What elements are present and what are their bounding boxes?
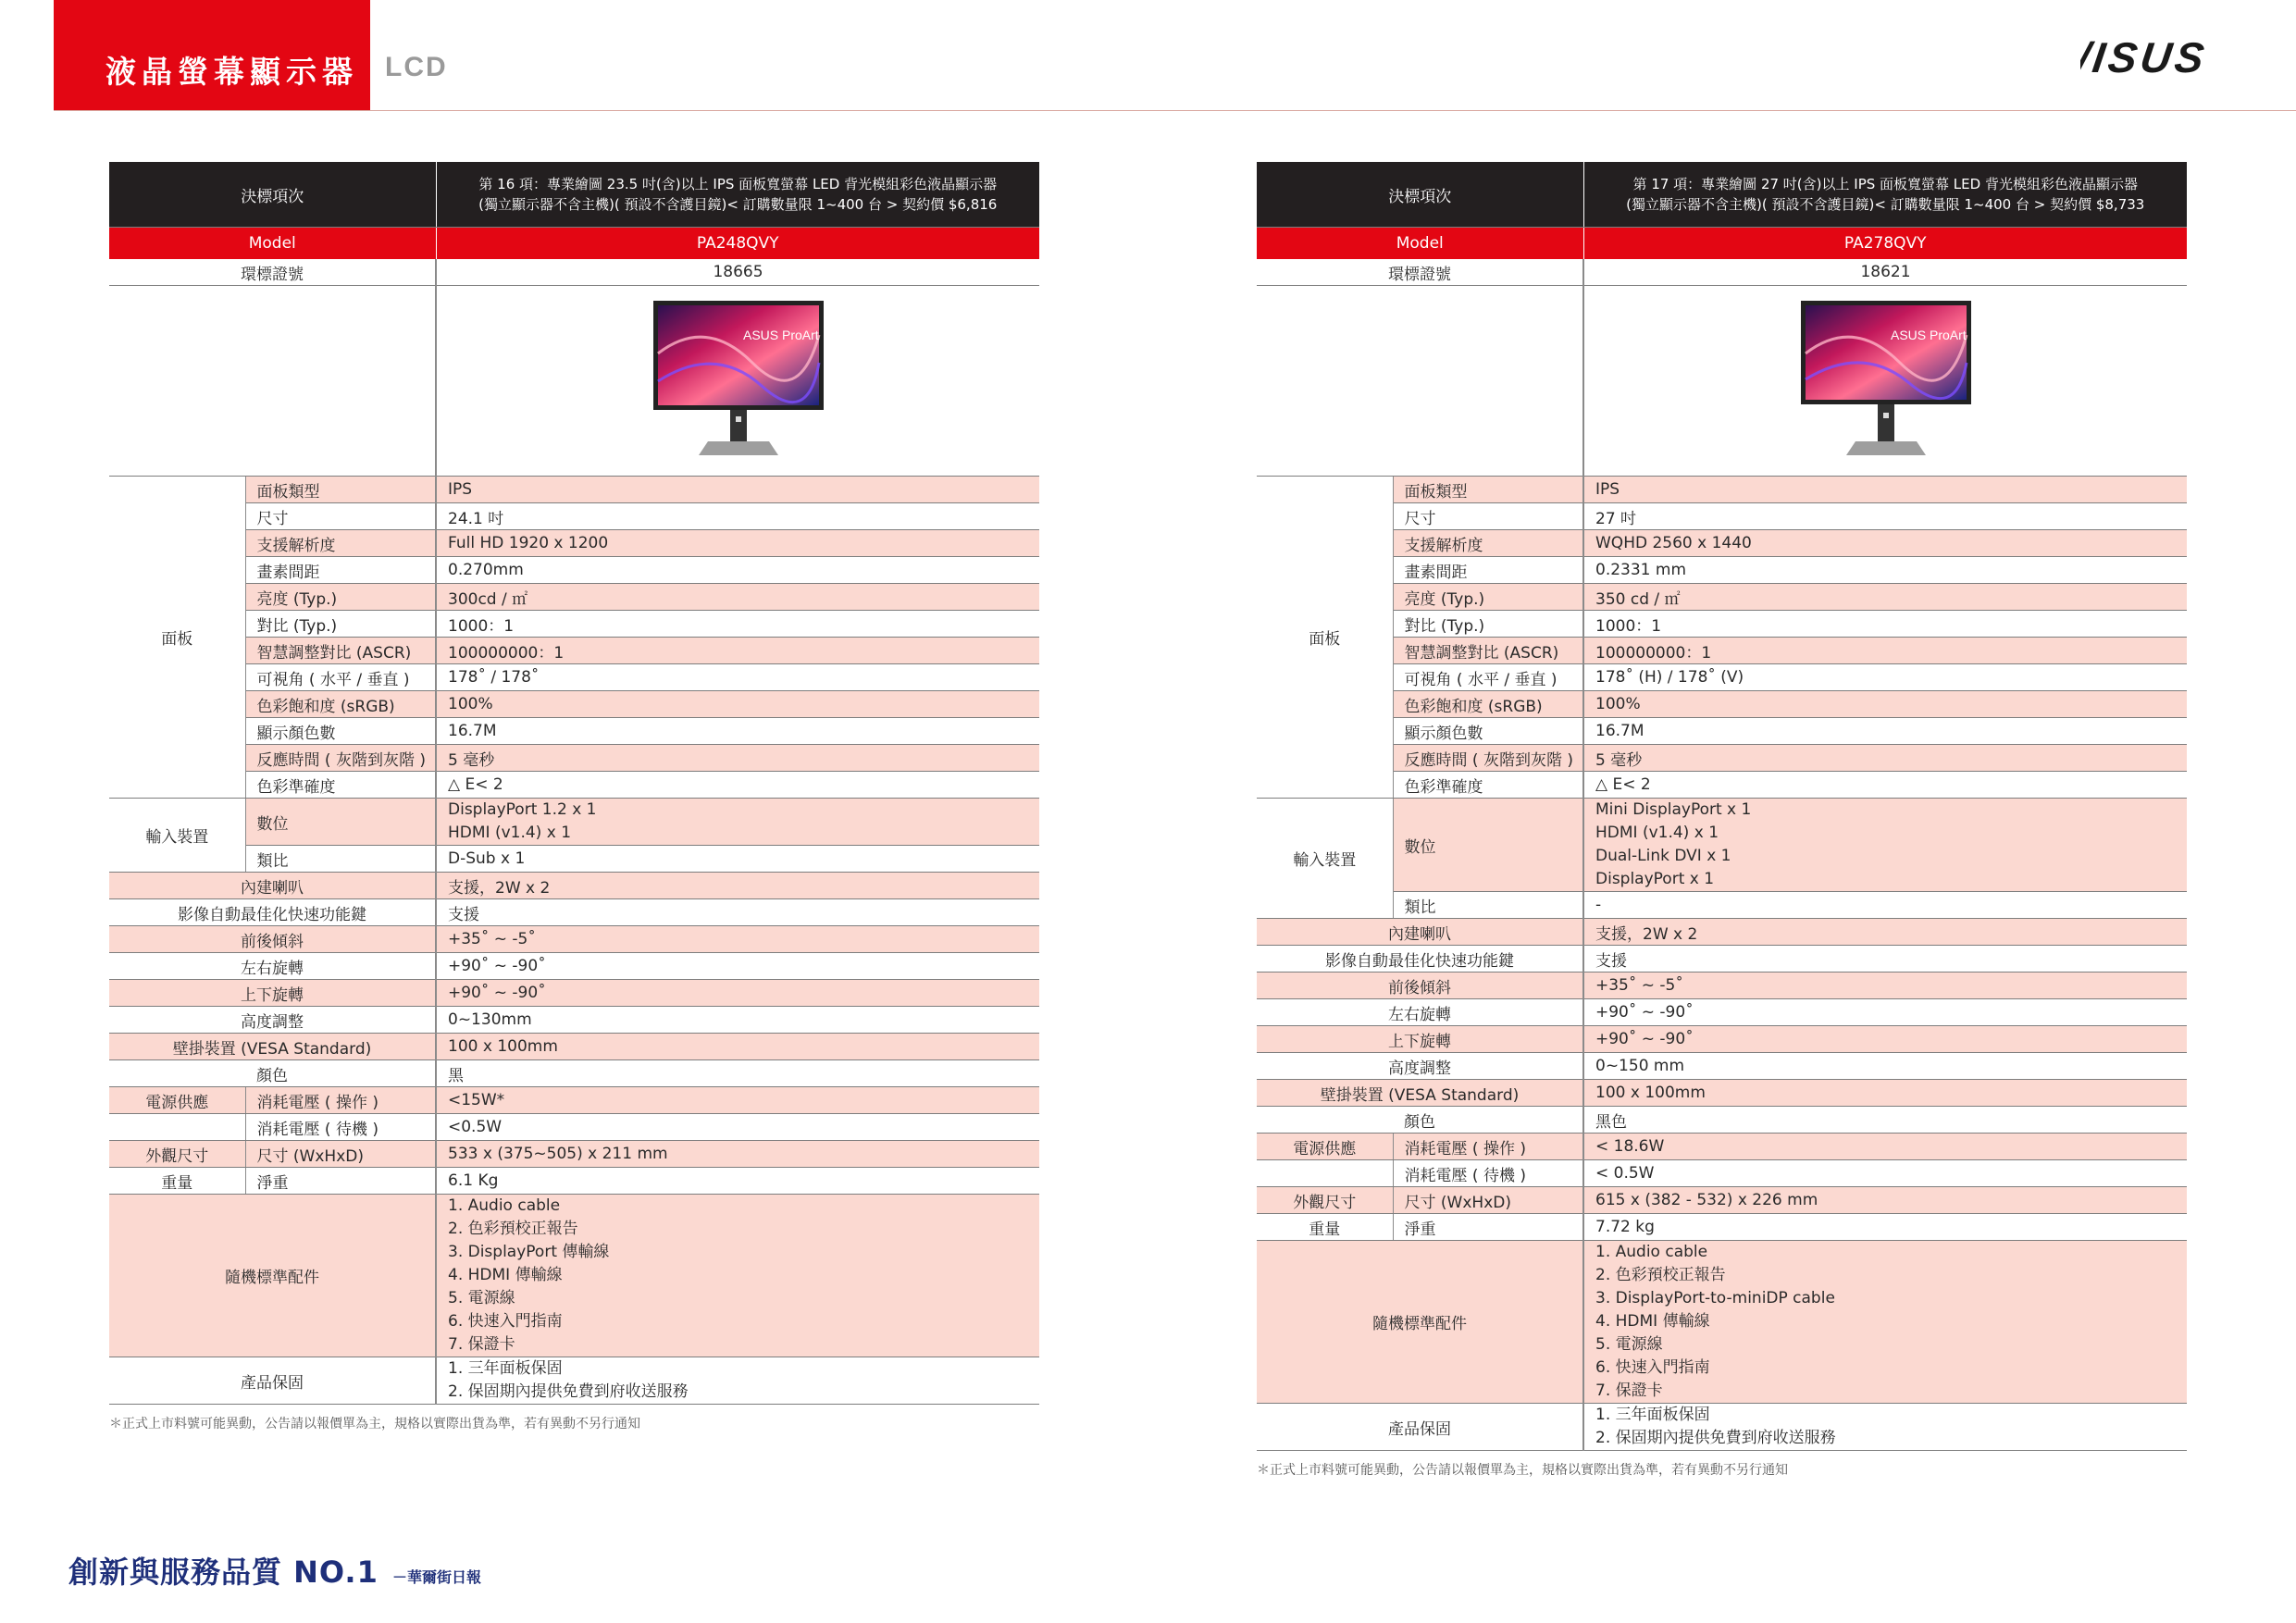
row-label: 亮度 (Typ.): [245, 584, 436, 611]
row-value: D-Sub x 1: [436, 846, 1039, 873]
warranty-label: 產品保固: [109, 1357, 436, 1405]
table-row: [109, 1357, 1039, 1405]
footer: [68, 1549, 481, 1592]
footnote: ＊正式上市料號可能異動，公告請以報價單為主，規格以實際出貨為準，若有異動不另行通知: [109, 1417, 640, 1431]
row-value: 100%: [436, 691, 1039, 718]
group-label-dimensions: 外觀尺寸: [109, 1141, 245, 1168]
table-row: [1257, 530, 2187, 557]
list-item: 4. HDMI 傳輸線: [448, 1266, 563, 1284]
footer-slogan: 創新與服務品質 NO.1: [68, 1555, 379, 1590]
bid-item-line1: 第 16 項：專業繪圖 23.5 吋(含)以上 IPS 面板寬螢幕 LED 背光模組彩色液晶顯示器: [478, 176, 998, 192]
table-row: [1257, 1053, 2187, 1080]
row-label: 智慧調整對比 (ASCR): [245, 638, 436, 664]
product-image: [1583, 286, 2187, 477]
monitor-brand-text: ASUS ProArt: [1890, 327, 1967, 342]
row-value: WQHD 2560 x 1440: [1583, 530, 2187, 557]
eco-label: 環標證號: [1257, 259, 1583, 286]
table-row: [109, 980, 1039, 1007]
accessories-list: [436, 1195, 1039, 1357]
table-row: [109, 584, 1039, 611]
row-value: 533 x (375~505) x 211 mm: [436, 1141, 1039, 1168]
row-label: 支援解析度: [1393, 530, 1583, 557]
table-row: [1257, 503, 2187, 530]
eco-label: 環標證號: [109, 259, 436, 286]
row-label: 內建喇叭: [1257, 919, 1583, 946]
row-label: 顯示顏色數: [245, 718, 436, 745]
table-row: [1257, 999, 2187, 1026]
table-row: [1257, 691, 2187, 718]
row-label: 尺寸: [245, 503, 436, 530]
eco-value: 18621: [1583, 259, 2187, 286]
spec-table-right: [1257, 162, 2187, 1451]
table-row: [109, 953, 1039, 980]
row-value: +90˚ ~ -90˚: [1583, 1026, 2187, 1053]
row-label: 數位: [1393, 799, 1583, 892]
table-row: [109, 611, 1039, 638]
table-row: [109, 1141, 1039, 1168]
list-item: 6. 快速入門指南: [448, 1312, 563, 1331]
row-value: +90˚ ~ -90˚: [436, 953, 1039, 980]
row-label: 高度調整: [109, 1007, 436, 1034]
product-image: [436, 286, 1039, 477]
row-label: 類比: [1393, 892, 1583, 919]
row-label: 高度調整: [1257, 1053, 1583, 1080]
row-label: 尺寸: [1393, 503, 1583, 530]
group-label-power: 電源供應: [109, 1087, 245, 1114]
row-label: 智慧調整對比 (ASCR): [1393, 638, 1583, 664]
digital-port: DisplayPort x 1: [1595, 870, 1715, 888]
row-value: 178˚ / 178˚: [436, 664, 1039, 691]
row-label: 消耗電壓 ( 操作 ): [245, 1087, 436, 1114]
digital-port: HDMI (v1.4) x 1: [1595, 824, 1719, 842]
group-label-panel: 面板: [109, 477, 245, 799]
row-value: 支援: [436, 899, 1039, 926]
row-label: 反應時間 ( 灰階到灰階 ): [1393, 745, 1583, 772]
row-value: +90˚ ~ -90˚: [436, 980, 1039, 1007]
list-item: 7. 保證卡: [448, 1335, 515, 1354]
model-row: [1257, 228, 2187, 260]
table-row: [109, 899, 1039, 926]
row-value: 支援，2W x 2: [1583, 919, 2187, 946]
row-label: 前後傾斜: [1257, 973, 1583, 999]
digital-port: Mini DisplayPort x 1: [1595, 800, 1752, 819]
table-row: [109, 718, 1039, 745]
model-value: PA278QVY: [1583, 228, 2187, 260]
row-label: 淨重: [245, 1168, 436, 1195]
row-value: 5 毫秒: [1583, 745, 2187, 772]
row-value: 178˚ (H) / 178˚ (V): [1583, 664, 2187, 691]
row-value: +90˚ ~ -90˚: [1583, 999, 2187, 1026]
row-label: 左右旋轉: [109, 953, 436, 980]
row-value-digital: [436, 799, 1039, 846]
row-label: 影像自動最佳化快速功能鍵: [109, 899, 436, 926]
row-value: 1000：1: [436, 611, 1039, 638]
table-row: [109, 638, 1039, 664]
table-row: [1257, 892, 2187, 919]
row-value: 0.2331 mm: [1583, 557, 2187, 584]
accessories-label: 隨機標準配件: [109, 1195, 436, 1357]
row-label: 色彩飽和度 (sRGB): [1393, 691, 1583, 718]
group-label-weight: 重量: [109, 1168, 245, 1195]
row-label: 上下旋轉: [109, 980, 436, 1007]
list-item: 3. DisplayPort 傳輸線: [448, 1243, 610, 1261]
accessories-label: 隨機標準配件: [1257, 1241, 1583, 1404]
monitor-image: [651, 298, 826, 460]
list-item: 1. Audio cable: [1595, 1243, 1708, 1261]
model-value: PA248QVY: [436, 228, 1039, 260]
page-title: 液晶螢幕顯示器: [105, 54, 358, 90]
list-item: 5. 電源線: [1595, 1335, 1663, 1354]
table-row: [109, 691, 1039, 718]
list-item: 7. 保證卡: [1595, 1381, 1663, 1400]
eco-row: [1257, 259, 2187, 286]
row-value: -: [1583, 892, 2187, 919]
model-label: Model: [109, 228, 436, 260]
bid-item-label: 決標項次: [109, 162, 436, 228]
row-value: <0.5W: [436, 1114, 1039, 1141]
bid-item-line2: (獨立顯示器不含主機)( 預設不含護目鏡)< 訂購數量限 1~400 台 > 契約價 $6,816: [478, 196, 998, 213]
row-value: △ E< 2: [1583, 772, 2187, 799]
row-value: +35˚ ~ -5˚: [436, 926, 1039, 953]
group-label-weight: 重量: [1257, 1214, 1393, 1241]
row-label: 反應時間 ( 灰階到灰階 ): [245, 745, 436, 772]
row-value: 27 吋: [1583, 503, 2187, 530]
table-row: [1257, 584, 2187, 611]
row-value: IPS: [436, 477, 1039, 503]
row-value: +35˚ ~ -5˚: [1583, 973, 2187, 999]
row-label: 淨重: [1393, 1214, 1583, 1241]
list-item: 1. 三年面板保固: [448, 1359, 563, 1378]
digital-port: DisplayPort 1.2 x 1: [448, 800, 597, 819]
table-row: [1257, 638, 2187, 664]
row-label: 消耗電壓 ( 待機 ): [245, 1114, 436, 1141]
row-value: 黑色: [1583, 1107, 2187, 1134]
bid-item-description: [436, 162, 1039, 228]
row-label: 尺寸 (WxHxD): [1393, 1187, 1583, 1214]
row-label: 數位: [245, 799, 436, 846]
table-row: [1257, 772, 2187, 799]
table-row: [109, 1007, 1039, 1034]
list-item: 2. 色彩預校正報告: [1595, 1266, 1726, 1284]
row-label: 前後傾斜: [109, 926, 436, 953]
accessories-list: [1583, 1241, 2187, 1404]
table-row: [1257, 1107, 2187, 1134]
list-item: 2. 保固期內提供免費到府收送服務: [448, 1382, 689, 1401]
table-header: [109, 162, 1039, 228]
row-value: 100 x 100mm: [436, 1034, 1039, 1060]
row-label: 類比: [245, 846, 436, 873]
monitor-image: [1798, 298, 1974, 460]
row-label: 支援解析度: [245, 530, 436, 557]
row-label: 壁掛裝置 (VESA Standard): [109, 1034, 436, 1060]
digital-port: Dual-Link DVI x 1: [1595, 847, 1731, 865]
header-divider: [54, 110, 2296, 111]
warranty-list: [1583, 1404, 2187, 1451]
group-label-input: 輸入裝置: [109, 799, 245, 873]
table-row: [109, 745, 1039, 772]
list-item: 2. 保固期內提供免費到府收送服務: [1595, 1429, 1836, 1447]
table-row: [109, 799, 1039, 846]
table-row: [1257, 718, 2187, 745]
row-label: 對比 (Typ.): [1393, 611, 1583, 638]
list-item: 4. HDMI 傳輸線: [1595, 1312, 1710, 1331]
table-row: [1257, 1134, 2187, 1160]
table-row: [109, 530, 1039, 557]
row-label: 左右旋轉: [1257, 999, 1583, 1026]
table-row: [1257, 1187, 2187, 1214]
footer-source: －華爾街日報: [391, 1568, 481, 1586]
list-item: 5. 電源線: [448, 1289, 515, 1307]
row-value: 350 cd / ㎡: [1583, 584, 2187, 611]
row-value: 615 x (382 - 532) x 226 mm: [1583, 1187, 2187, 1214]
row-value: <15W*: [436, 1087, 1039, 1114]
row-value: 1000：1: [1583, 611, 2187, 638]
row-value: 16.7M: [436, 718, 1039, 745]
row-label: 色彩準確度: [245, 772, 436, 799]
row-label: 色彩飽和度 (sRGB): [245, 691, 436, 718]
row-value: 5 毫秒: [436, 745, 1039, 772]
row-label: 畫素間距: [1393, 557, 1583, 584]
row-value: 100000000：1: [1583, 638, 2187, 664]
row-value: 黑: [436, 1060, 1039, 1087]
bid-item-description: [1583, 162, 2187, 228]
image-row: [1257, 286, 2187, 477]
image-row: [109, 286, 1039, 477]
row-label: 消耗電壓 ( 操作 ): [1393, 1134, 1583, 1160]
list-item: 1. 三年面板保固: [1595, 1406, 1710, 1424]
row-label: 色彩準確度: [1393, 772, 1583, 799]
asus-logo: [2080, 37, 2242, 81]
group-label-input: 輸入裝置: [1257, 799, 1393, 919]
row-value: 100 x 100mm: [1583, 1080, 2187, 1107]
table-row: [1257, 1160, 2187, 1187]
row-value: 0~150 mm: [1583, 1053, 2187, 1080]
list-item: 2. 色彩預校正報告: [448, 1220, 578, 1238]
table-row: [1257, 557, 2187, 584]
group-label-dimensions: 外觀尺寸: [1257, 1187, 1393, 1214]
monitor-brand-text: ASUS ProArt: [742, 327, 819, 342]
table-row: [109, 873, 1039, 899]
warranty-list: [436, 1357, 1039, 1405]
table-row: [1257, 1404, 2187, 1451]
row-label: 亮度 (Typ.): [1393, 584, 1583, 611]
row-value: Full HD 1920 x 1200: [436, 530, 1039, 557]
row-value: 7.72 kg: [1583, 1214, 2187, 1241]
table-row: [1257, 973, 2187, 999]
row-label: 畫素間距: [245, 557, 436, 584]
bid-item-line2: (獨立顯示器不含主機)( 預設不含護目鏡)< 訂購數量限 1~400 台 > 契約價 $8,733: [1626, 196, 2145, 213]
table-row: [109, 1114, 1039, 1141]
footnote: ＊正式上市料號可能異動，公告請以報價單為主，規格以實際出貨為準，若有異動不另行通知: [1257, 1463, 1788, 1478]
spec-sheet-left: [109, 162, 1039, 1432]
table-row: [1257, 1080, 2187, 1107]
table-row: [109, 846, 1039, 873]
table-row: [109, 1195, 1039, 1357]
eco-value: 18665: [436, 259, 1039, 286]
row-value: 0~130mm: [436, 1007, 1039, 1034]
spec-sheet-right: [1257, 162, 2187, 1479]
bid-item-line1: 第 17 項：專業繪圖 27 吋(含)以上 IPS 面板寬螢幕 LED 背光模組彩色液晶顯示器: [1632, 176, 2138, 192]
group-label-panel: 面板: [1257, 477, 1393, 799]
table-row: [109, 557, 1039, 584]
table-row: [109, 1087, 1039, 1114]
row-label: 顏色: [109, 1060, 436, 1087]
list-item: 1. Audio cable: [448, 1196, 561, 1215]
row-value: 支援，2W x 2: [436, 873, 1039, 899]
model-label: Model: [1257, 228, 1583, 260]
row-label: 顏色: [1257, 1107, 1583, 1134]
table-row: [1257, 919, 2187, 946]
row-value-digital: [1583, 799, 2187, 892]
row-value: △ E< 2: [436, 772, 1039, 799]
row-label: 壁掛裝置 (VESA Standard): [1257, 1080, 1583, 1107]
table-row: [1257, 611, 2187, 638]
row-value: < 18.6W: [1583, 1134, 2187, 1160]
table-row: [1257, 946, 2187, 973]
model-row: [109, 228, 1039, 260]
table-row: [109, 503, 1039, 530]
table-row: [1257, 1026, 2187, 1053]
table-row: [1257, 1241, 2187, 1404]
row-label: 對比 (Typ.): [245, 611, 436, 638]
table-row: [1257, 799, 2187, 892]
row-value: 16.7M: [1583, 718, 2187, 745]
row-value: IPS: [1583, 477, 2187, 503]
svg-text:/ISUS: /ISUS: [2080, 37, 2211, 78]
row-value: 300cd / ㎡: [436, 584, 1039, 611]
row-label: 可視角 ( 水平 / 垂直 ): [245, 664, 436, 691]
row-value: 100000000：1: [436, 638, 1039, 664]
row-value: 0.270mm: [436, 557, 1039, 584]
page-subtitle: LCD: [385, 52, 448, 82]
row-label: 面板類型: [245, 477, 436, 503]
row-label: 尺寸 (WxHxD): [245, 1141, 436, 1168]
table-header: [1257, 162, 2187, 228]
row-value: 100%: [1583, 691, 2187, 718]
row-value: 支援: [1583, 946, 2187, 973]
list-item: 6. 快速入門指南: [1595, 1358, 1710, 1377]
table-row: [109, 1168, 1039, 1195]
row-label: 面板類型: [1393, 477, 1583, 503]
table-row: [1257, 1214, 2187, 1241]
row-label: 上下旋轉: [1257, 1026, 1583, 1053]
table-row: [109, 1034, 1039, 1060]
table-row: [109, 477, 1039, 503]
table-row: [1257, 664, 2187, 691]
row-label: 顯示顏色數: [1393, 718, 1583, 745]
table-row: [109, 664, 1039, 691]
table-row: [109, 772, 1039, 799]
row-value: 24.1 吋: [436, 503, 1039, 530]
spec-table-left: [109, 162, 1039, 1405]
row-label: 影像自動最佳化快速功能鍵: [1257, 946, 1583, 973]
row-value: < 0.5W: [1583, 1160, 2187, 1187]
table-row: [1257, 477, 2187, 503]
table-row: [109, 926, 1039, 953]
row-label: 可視角 ( 水平 / 垂直 ): [1393, 664, 1583, 691]
table-row: [1257, 745, 2187, 772]
list-item: 3. DisplayPort-to-miniDP cable: [1595, 1289, 1835, 1307]
warranty-label: 產品保固: [1257, 1404, 1583, 1451]
group-label-power: 電源供應: [1257, 1134, 1393, 1160]
digital-port: HDMI (v1.4) x 1: [448, 824, 572, 842]
row-value: 6.1 Kg: [436, 1168, 1039, 1195]
table-row: [109, 1060, 1039, 1087]
row-label: 消耗電壓 ( 待機 ): [1393, 1160, 1583, 1187]
row-label: 內建喇叭: [109, 873, 436, 899]
bid-item-label: 決標項次: [1257, 162, 1583, 228]
eco-row: [109, 259, 1039, 286]
